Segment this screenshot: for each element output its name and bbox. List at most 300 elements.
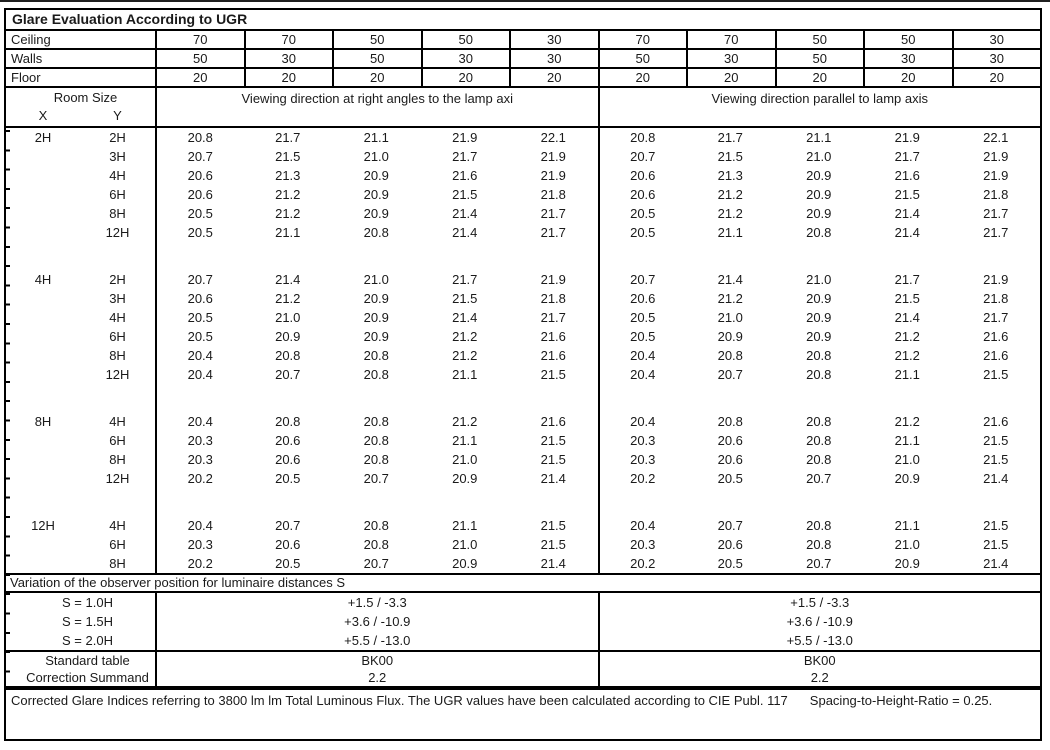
surface-value: 20	[775, 69, 864, 86]
ugr-value: 20.4	[598, 346, 687, 365]
ugr-value: 20.8	[806, 518, 832, 533]
ugr-table	[4, 8, 1042, 688]
summary-row	[6, 652, 1040, 669]
surface-value: 70	[686, 31, 775, 48]
ugr-value: 21.7	[452, 149, 478, 164]
room-x-value	[6, 365, 80, 384]
ugr-value: 20.7	[155, 147, 244, 166]
ugr-value	[244, 384, 333, 412]
ugr-value: 21.7	[983, 225, 1009, 240]
ugr-row	[6, 270, 1040, 289]
ugr-value: 21.5	[983, 452, 1009, 467]
ugr-value	[155, 488, 244, 516]
surface-row	[6, 69, 1040, 88]
ugr-value: 21.3	[717, 168, 743, 183]
surface-value: 70	[155, 31, 244, 48]
ugr-value: 20.5	[155, 308, 244, 327]
room-y-value: 12H	[105, 367, 130, 382]
spacing-label: S = 1.5H	[62, 614, 113, 629]
ugr-value: 21.7	[540, 206, 566, 221]
ugr-value: 20.9	[363, 291, 389, 306]
ugr-value: 21.6	[983, 348, 1009, 363]
ugr-value	[775, 384, 864, 412]
ugr-value	[775, 488, 864, 516]
ugr-value: 20.9	[894, 556, 920, 571]
ugr-value: 21.1	[894, 367, 920, 382]
ugr-row	[6, 166, 1040, 185]
ugr-value: 21.8	[983, 187, 1009, 202]
ugr-value: 20.4	[598, 365, 687, 384]
room-x-value	[6, 223, 80, 242]
ugr-value: 20.6	[275, 433, 301, 448]
ugr-value: 21.2	[894, 329, 920, 344]
ugr-value: 21.1	[452, 518, 478, 533]
ugr-value: 21.5	[983, 518, 1009, 533]
ugr-value: 20.9	[363, 310, 389, 325]
spacing-height-ratio-text: Spacing-to-Height-Ratio = 0.25.	[809, 693, 993, 708]
ugr-value: 20.7	[363, 471, 389, 486]
room-y-value: 3H	[109, 149, 126, 164]
room-y-value: 4H	[109, 310, 126, 325]
ugr-row	[6, 346, 1040, 365]
ugr-value: 20.5	[598, 327, 687, 346]
ugr-value: 20.6	[717, 433, 743, 448]
ugr-value: 21.2	[452, 414, 478, 429]
ugr-value: 20.8	[363, 367, 389, 382]
ugr-value: 20.2	[155, 469, 244, 488]
ugr-value: 20.6	[275, 452, 301, 467]
ugr-value: 20.9	[452, 471, 478, 486]
ugr-value: 21.5	[452, 291, 478, 306]
spacing-label: S = 2.0H	[62, 633, 113, 648]
ugr-value: 20.5	[717, 556, 743, 571]
ugr-value	[775, 242, 864, 270]
room-x-value	[6, 289, 80, 308]
ugr-value	[686, 384, 775, 412]
surface-value: 20	[686, 69, 775, 86]
ugr-value: 21.5	[983, 367, 1009, 382]
ugr-value: 20.5	[598, 204, 687, 223]
ugr-row	[6, 289, 1040, 308]
ugr-value: 21.5	[983, 537, 1009, 552]
xy-labels	[6, 107, 155, 126]
ugr-value	[598, 242, 687, 270]
ugr-value: 21.9	[540, 272, 566, 287]
ugr-value: 20.8	[806, 537, 832, 552]
room-y-value: 3H	[109, 291, 126, 306]
ugr-value: 21.7	[452, 272, 478, 287]
ugr-value: 20.4	[155, 365, 244, 384]
ugr-value	[509, 384, 598, 412]
ugr-value: 21.9	[452, 130, 478, 145]
ugr-value: 21.9	[983, 168, 1009, 183]
ugr-value: 20.5	[155, 223, 244, 242]
ugr-value: 20.5	[598, 223, 687, 242]
ugr-value: 20.4	[598, 412, 687, 431]
room-x-value	[6, 308, 80, 327]
room-x-value	[6, 431, 80, 450]
summary-value-left: 2.2	[155, 669, 598, 686]
variation-rows	[6, 593, 1040, 652]
ugr-value: 21.4	[983, 471, 1009, 486]
ugr-value: 20.5	[598, 308, 687, 327]
ugr-value: 20.8	[806, 433, 832, 448]
room-y-value: 6H	[109, 187, 126, 202]
ugr-value: 20.9	[363, 187, 389, 202]
ugr-value: 20.3	[598, 431, 687, 450]
ugr-value: 21.5	[540, 433, 566, 448]
surface-value: 70	[598, 31, 687, 48]
ugr-row	[6, 469, 1040, 488]
ugr-value: 20.6	[155, 185, 244, 204]
ugr-value: 20.8	[598, 128, 687, 147]
room-x-value: 12H	[31, 518, 55, 533]
ugr-value	[598, 384, 687, 412]
ugr-value: 21.4	[894, 225, 920, 240]
ugr-value: 21.7	[894, 272, 920, 287]
ugr-value: 20.8	[806, 414, 832, 429]
ugr-value: 21.7	[894, 149, 920, 164]
ugr-value: 21.6	[452, 168, 478, 183]
surface-value: 30	[952, 50, 1041, 67]
ugr-value: 21.6	[983, 329, 1009, 344]
ugr-value: 21.2	[275, 206, 301, 221]
ugr-value: 20.9	[806, 206, 832, 221]
ugr-row	[6, 147, 1040, 166]
room-x-value	[6, 166, 80, 185]
ugr-row	[6, 308, 1040, 327]
page-top-rule	[0, 0, 1050, 2]
ugr-value: 20.2	[598, 469, 687, 488]
ugr-value: 21.2	[717, 291, 743, 306]
ugr-value: 20.7	[806, 471, 832, 486]
ugr-value: 20.9	[806, 168, 832, 183]
ugr-value: 20.3	[155, 450, 244, 469]
ugr-value: 20.9	[806, 329, 832, 344]
ugr-value: 21.9	[983, 272, 1009, 287]
room-y-value: 6H	[109, 537, 126, 552]
ugr-value: 20.7	[598, 270, 687, 289]
surface-label: Floor	[11, 70, 41, 85]
surface-value: 50	[421, 31, 510, 48]
ugr-value: 22.1	[540, 130, 566, 145]
ugr-value: 20.3	[155, 535, 244, 554]
ugr-value	[421, 384, 510, 412]
y-label: Y	[113, 108, 122, 123]
room-y-value	[80, 384, 155, 412]
surface-value: 30	[863, 50, 952, 67]
ugr-value: 20.9	[363, 329, 389, 344]
ugr-value: 21.0	[452, 537, 478, 552]
ugr-row	[6, 327, 1040, 346]
surface-value: 50	[155, 50, 244, 67]
ugr-value: 20.8	[275, 414, 301, 429]
ugr-value: 21.6	[540, 348, 566, 363]
ugr-value: 20.6	[717, 452, 743, 467]
variation-value-right: +5.5 / -13.0	[598, 631, 1041, 650]
right-group-header: Viewing direction parallel to lamp axis	[598, 88, 1041, 126]
ugr-value	[686, 242, 775, 270]
variation-row	[6, 612, 1040, 631]
ugr-value	[952, 242, 1041, 270]
ugr-value: 21.1	[806, 130, 832, 145]
ugr-value: 21.7	[540, 310, 566, 325]
surface-value: 20	[155, 69, 244, 86]
ugr-value: 21.4	[983, 556, 1009, 571]
ugr-row	[6, 488, 1040, 516]
ugr-row	[6, 412, 1040, 431]
ugr-value	[863, 242, 952, 270]
ugr-value	[686, 488, 775, 516]
ugr-value: 20.8	[806, 348, 832, 363]
ugr-value: 21.2	[452, 348, 478, 363]
ugr-value: 20.7	[155, 270, 244, 289]
ugr-value: 20.9	[806, 291, 832, 306]
ugr-value: 20.8	[717, 414, 743, 429]
room-x-value	[6, 469, 80, 488]
ugr-value: 21.1	[717, 225, 743, 240]
ugr-value: 20.8	[806, 225, 832, 240]
ugr-value: 20.7	[717, 518, 743, 533]
ugr-row	[6, 384, 1040, 412]
ugr-value: 20.4	[155, 516, 244, 535]
room-x-value	[6, 384, 80, 412]
surface-value: 30	[509, 50, 598, 67]
ugr-value	[863, 384, 952, 412]
surface-value: 20	[509, 69, 598, 86]
room-x-value	[6, 450, 80, 469]
table-title: Glare Evaluation According to UGR	[6, 10, 1040, 31]
variation-value-right: +3.6 / -10.9	[598, 612, 1041, 631]
room-size-label: Room Size	[53, 90, 118, 105]
ugr-value: 21.1	[452, 433, 478, 448]
ugr-value: 20.6	[598, 289, 687, 308]
ugr-value: 20.9	[806, 310, 832, 325]
summary-value-left: BK00	[155, 652, 598, 669]
surface-value: 20	[952, 69, 1041, 86]
ugr-value: 21.5	[894, 187, 920, 202]
surface-value: 30	[421, 50, 510, 67]
ugr-value	[332, 242, 421, 270]
room-y-value: 8H	[109, 452, 126, 467]
room-y-value: 6H	[109, 433, 126, 448]
ugr-value: 21.5	[894, 291, 920, 306]
ugr-value: 20.5	[155, 204, 244, 223]
ugr-value	[244, 488, 333, 516]
ugr-value: 21.4	[540, 556, 566, 571]
ugr-value: 20.8	[155, 128, 244, 147]
ugr-row	[6, 128, 1040, 147]
ugr-value	[421, 488, 510, 516]
ugr-value: 21.0	[452, 452, 478, 467]
ugr-value: 21.8	[540, 291, 566, 306]
ugr-value: 21.0	[806, 272, 832, 287]
ugr-row	[6, 554, 1040, 573]
ugr-value: 20.4	[155, 412, 244, 431]
ugr-value: 21.1	[894, 518, 920, 533]
ugr-value	[509, 488, 598, 516]
room-x-value	[6, 327, 80, 346]
ugr-value	[244, 242, 333, 270]
surface-value: 50	[863, 31, 952, 48]
variation-value-left: +5.5 / -13.0	[155, 631, 598, 650]
ugr-value: 21.9	[540, 168, 566, 183]
ugr-value: 21.2	[275, 291, 301, 306]
ugr-value	[952, 488, 1041, 516]
ugr-row	[6, 535, 1040, 554]
ugr-value	[509, 242, 598, 270]
room-y-value: 6H	[109, 329, 126, 344]
ugr-value: 21.0	[806, 149, 832, 164]
ugr-value: 21.1	[363, 130, 389, 145]
ugr-value: 21.7	[983, 310, 1009, 325]
ugr-value	[863, 488, 952, 516]
spacing-label: S = 1.0H	[62, 595, 113, 610]
ugr-value: 20.3	[598, 450, 687, 469]
ugr-value: 20.9	[452, 556, 478, 571]
ugr-value: 21.9	[540, 149, 566, 164]
ugr-value: 20.7	[806, 556, 832, 571]
ugr-row	[6, 185, 1040, 204]
surface-row	[6, 31, 1040, 50]
room-y-value: 4H	[109, 518, 126, 533]
ugr-value: 21.7	[983, 206, 1009, 221]
surface-value: 30	[244, 50, 333, 67]
surface-value: 50	[332, 50, 421, 67]
ugr-value: 20.8	[363, 518, 389, 533]
ugr-row	[6, 431, 1040, 450]
ugr-value: 21.4	[452, 310, 478, 325]
ugr-value: 20.4	[598, 516, 687, 535]
ugr-body	[6, 128, 1040, 573]
ugr-value: 21.5	[540, 537, 566, 552]
ugr-value: 20.8	[363, 348, 389, 363]
variation-value-left: +3.6 / -10.9	[155, 612, 598, 631]
ugr-value: 20.5	[275, 471, 301, 486]
ugr-value	[952, 384, 1041, 412]
room-y-value	[80, 488, 155, 516]
ugr-value: 21.6	[540, 329, 566, 344]
ugr-value: 20.8	[363, 433, 389, 448]
ugr-value: 20.7	[275, 518, 301, 533]
room-x-value	[6, 242, 80, 270]
ugr-value: 20.8	[806, 367, 832, 382]
ugr-value: 20.6	[598, 185, 687, 204]
ugr-value: 20.6	[155, 289, 244, 308]
ugr-value: 21.8	[540, 187, 566, 202]
room-x-value: 8H	[34, 414, 52, 429]
ugr-row	[6, 242, 1040, 270]
ugr-value: 21.2	[894, 414, 920, 429]
ugr-value: 21.5	[540, 518, 566, 533]
ugr-value: 21.1	[452, 367, 478, 382]
room-y-value: 8H	[109, 556, 126, 571]
surface-value: 30	[686, 50, 775, 67]
ugr-value: 20.6	[155, 166, 244, 185]
x-label: X	[38, 108, 48, 123]
room-y-value: 8H	[109, 348, 126, 363]
surface-value: 70	[244, 31, 333, 48]
ugr-value: 21.5	[275, 149, 301, 164]
ugr-value: 20.8	[806, 452, 832, 467]
ugr-value: 21.0	[363, 272, 389, 287]
room-x-value	[6, 488, 80, 516]
ugr-value: 20.5	[155, 327, 244, 346]
ugr-value: 20.9	[363, 168, 389, 183]
ugr-row	[6, 223, 1040, 242]
room-size-header	[6, 88, 155, 126]
ugr-value: 21.9	[983, 149, 1009, 164]
room-y-value: 2H	[109, 272, 126, 287]
ugr-row	[6, 204, 1040, 223]
room-x-value	[6, 554, 80, 573]
ugr-value: 20.8	[363, 452, 389, 467]
ugr-value: 20.2	[598, 554, 687, 573]
ugr-value: 20.6	[717, 537, 743, 552]
room-y-value: 12H	[105, 471, 130, 486]
room-y-value	[80, 242, 155, 270]
summary-value-right: 2.2	[598, 669, 1041, 686]
ugr-value	[598, 488, 687, 516]
room-y-value: 8H	[109, 206, 126, 221]
ugr-value: 22.1	[983, 130, 1009, 145]
ugr-value	[332, 488, 421, 516]
left-group-header: Viewing direction at right angles to the lamp axi	[155, 88, 598, 126]
ugr-value: 20.3	[155, 431, 244, 450]
variation-value-right: +1.5 / -3.3	[598, 593, 1041, 612]
ugr-value: 21.5	[540, 367, 566, 382]
ugr-value: 21.0	[894, 537, 920, 552]
ugr-value: 20.5	[717, 471, 743, 486]
ugr-value: 21.7	[540, 225, 566, 240]
footer-note	[6, 690, 1040, 708]
ugr-value: 20.5	[275, 556, 301, 571]
room-x-value	[6, 204, 80, 223]
ugr-value: 21.5	[540, 452, 566, 467]
room-y-value: 12H	[105, 225, 130, 240]
ugr-value: 20.7	[598, 147, 687, 166]
ugr-value: 20.9	[363, 206, 389, 221]
ugr-value	[155, 242, 244, 270]
surface-value: 20	[332, 69, 421, 86]
surface-value: 30	[952, 31, 1041, 48]
ugr-value: 20.8	[363, 414, 389, 429]
ugr-value: 21.6	[540, 414, 566, 429]
ugr-value: 20.7	[275, 367, 301, 382]
ugr-value: 20.2	[155, 554, 244, 573]
ugr-value: 20.8	[717, 348, 743, 363]
surface-value: 20	[421, 69, 510, 86]
column-header-row	[6, 88, 1040, 128]
variation-row	[6, 631, 1040, 650]
ugr-value: 20.7	[363, 556, 389, 571]
ugr-value: 21.6	[983, 414, 1009, 429]
summary-label: Standard table	[45, 653, 130, 668]
summary-rows	[6, 652, 1040, 686]
ugr-value: 21.0	[363, 149, 389, 164]
surface-value: 50	[598, 50, 687, 67]
surface-value: 20	[598, 69, 687, 86]
ugr-value: 20.7	[717, 367, 743, 382]
summary-label: Correction Summand	[26, 670, 149, 685]
ugr-value	[332, 384, 421, 412]
ugr-value: 21.2	[275, 187, 301, 202]
footer-note-box	[4, 688, 1042, 741]
ugr-value: 20.9	[717, 329, 743, 344]
ugr-value: 21.0	[275, 310, 301, 325]
ugr-value: 21.2	[717, 206, 743, 221]
ugr-value: 21.9	[894, 130, 920, 145]
